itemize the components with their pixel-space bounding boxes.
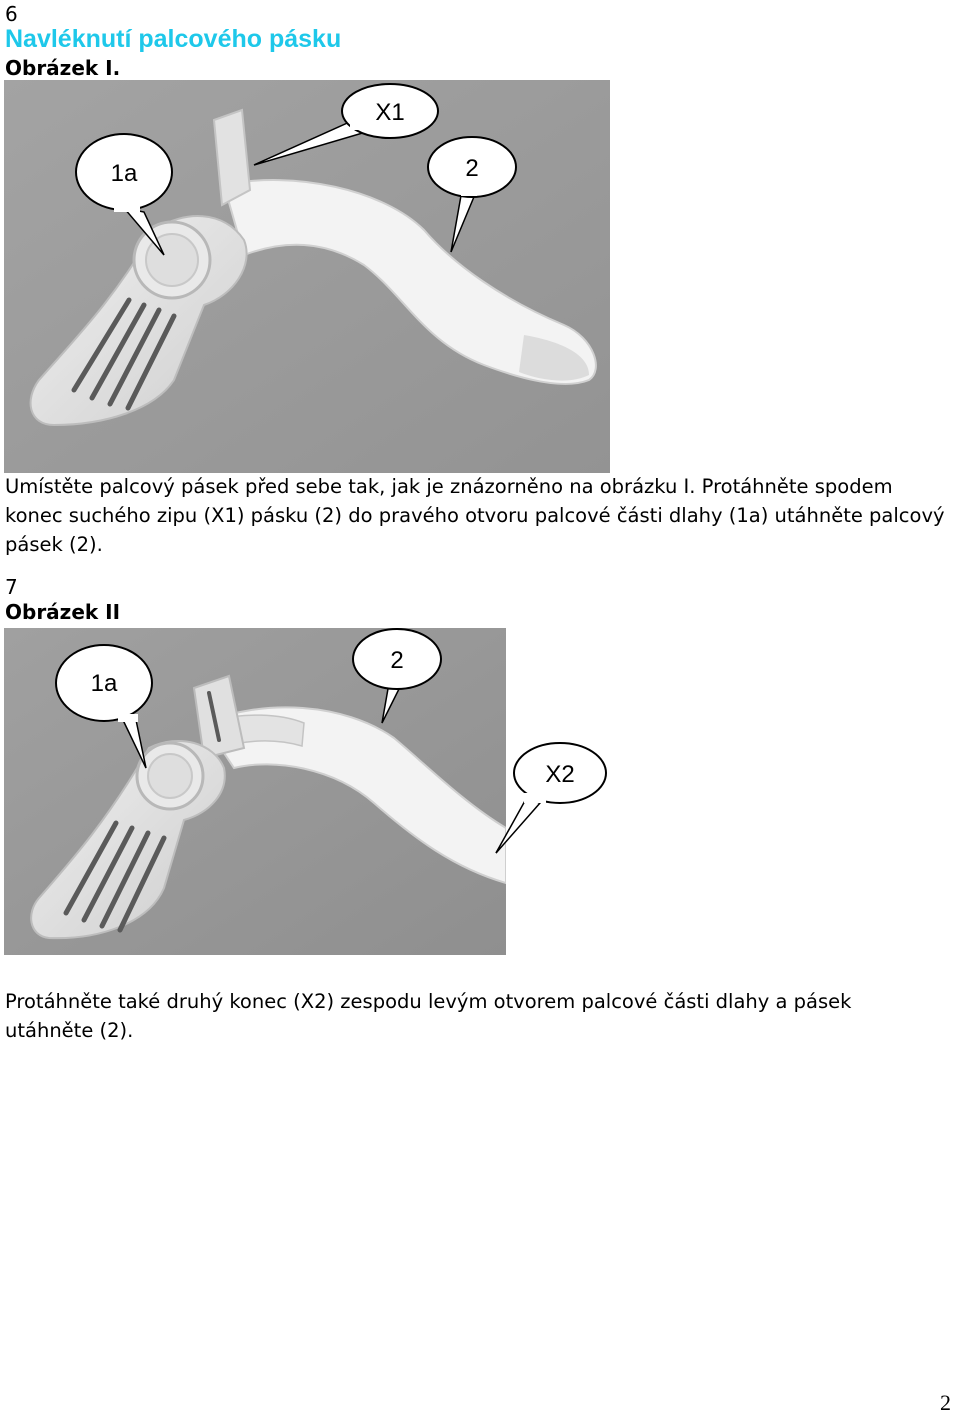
- svg-text:1a: 1a: [90, 670, 118, 697]
- figure-label-1: Obrázek I.: [5, 56, 121, 80]
- svg-text:2: 2: [465, 155, 479, 182]
- instruction-paragraph-2: Protáhněte také druhý konec (X2) zespodu levým otvorem palcové části dlahy a pásek utáhněte (2).: [5, 990, 852, 1042]
- instruction-paragraph-1: Umístěte palcový pásek před sebe tak, jak je znázorněno na obrázku I. Protáhněte spodem konec suchého zipu (X1) pásku (2) do pravého otvoru palcové části dlahy (1a) utáhněte palcový pásek (2).: [5, 475, 945, 556]
- figure-1-photo: [4, 80, 610, 473]
- svg-text:1a: 1a: [110, 160, 138, 187]
- svg-text:X1: X1: [375, 99, 405, 126]
- callout-x2-overlay: [490, 735, 620, 865]
- section-heading: Navléknutí palcového pásku: [5, 25, 342, 53]
- figure-label-2: Obrázek II: [5, 600, 121, 624]
- step-number-6: 6: [5, 2, 18, 26]
- svg-text:2: 2: [390, 647, 404, 674]
- page-number: 2: [940, 1390, 951, 1415]
- callout-x2-label: X2: [545, 761, 575, 788]
- step-number-7: 7: [5, 575, 18, 599]
- figure-2-photo: [4, 628, 506, 955]
